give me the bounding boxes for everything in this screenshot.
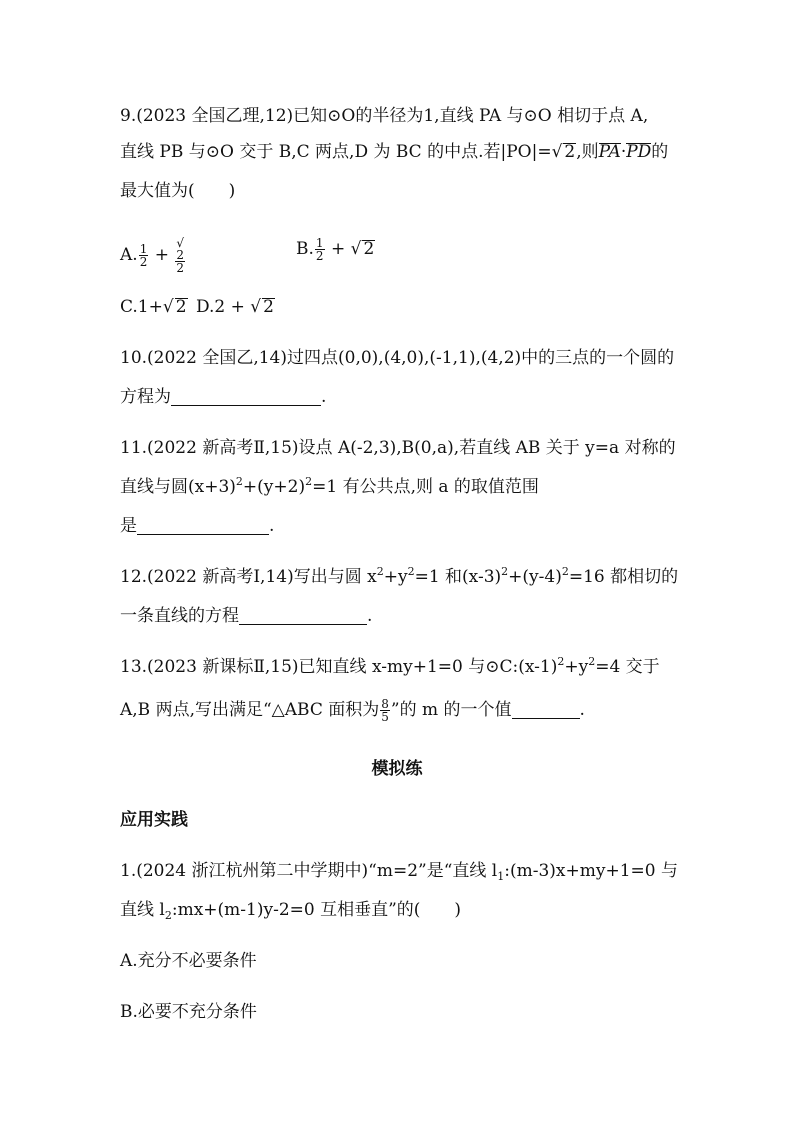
q9-line-3 [120,179,235,203]
q13-answer-blank[interactable] [512,700,580,719]
q9-line-2: 直线 PB 与⊙O 交于 B,C 两点,D 为 BC 的中点.若|PO|=√ 2,则PA·PD的 [120,142,669,162]
q11-answer-blank[interactable] [137,516,269,535]
q10-answer-blank[interactable] [171,387,321,406]
q12-answer-blank[interactable] [239,606,367,625]
q10-line-1: 10.(2022 全国乙,14)过四点(0,0),(4,0),(-1,1),(4,2)中的三点的一个圆的 [120,348,675,368]
fraction-one-half: $\frac{1}{2}$ [139,242,148,269]
q9-option-c: C.1+√ 2 [120,297,187,317]
q9-option-b: B. $\frac{1}{2}$ + √ 2 [296,236,375,263]
subsection-title: 应用实践 [120,810,188,830]
q9-sqrt-2: 2 [564,142,576,162]
q11-line-1: 11.(2022 新高考Ⅱ,15)设点 A(-2,3),B(0,a),若直线 AB 关于 y=a 对称的 [120,438,676,458]
p1-option-b: B.必要不充分条件 [120,1002,257,1022]
q11-line-3: 是 . [120,516,275,536]
q11-line-2: 直线与圆$(x+3)^2+(y+2)^2=1$ 有公共点,则 a 的取值范围 [120,475,539,497]
fraction-sqrt2-over-2: √ 2 2 [176,236,185,275]
fraction-8-over-5: $\frac{8}{5}$ [381,697,389,724]
q10-line-2: 方程为 . [120,387,327,407]
q9-text-3: 最大值为( ) [120,181,236,201]
fraction-one-half-b: $\frac{1}{2}$ [315,236,324,263]
q12-line-2: 一条直线的方程 . [120,606,373,626]
q9-line-1 [120,104,648,128]
q12-line-1: 12.(2022 新高考Ⅰ,14)写出与圆 $x^2+y^2=1$ 和$(x-3)^2+(y-4)^2=16$ 都相切的 [120,565,679,587]
q13-line-2: A,B 两点,写出满足“△ABC 面积为 $\frac{8}{5}$ ”的 m 的一个值 . [120,697,585,724]
q9-text-1: 9.(2023 全国乙理,12)已知⊙O的半径为1,直线 PA 与⊙O 相切于点 A, [120,106,649,126]
q9-text-2b: ,则 [576,142,599,162]
q9-option-a: A. $\frac{1}{2}$ + √ 2 2 [120,236,185,275]
p1-line-1: 1.(2024 浙江杭州第二中学期中)“m=2”是“直线 $l_1:(m-3)x+my+1=0$ 与 [120,861,679,883]
q13-line-1: 13.(2023 新课标Ⅱ,15)已知直线 x-my+1=0 与$⊙C:(x-1)^2+y^2=4$ 交于 [120,655,660,677]
p1-option-a: A.充分不必要条件 [120,951,257,971]
section-title: 模拟练 [371,759,423,779]
p1-line-2: 直线 $l_2:mx+(m-1)y-2=0$ 互相垂直”的( ) [120,900,462,922]
q9-text-2c: 的 [651,142,669,162]
q9-text-2a: 直线 PB 与⊙O 交于 B,C 两点,D 为 BC 的中点.若|PO|= [120,142,552,162]
q9-vector-pa: PA [598,142,621,162]
q9-vector-pd: PD [626,142,652,162]
q9-option-d: D.2 + √ 2 [196,297,274,317]
